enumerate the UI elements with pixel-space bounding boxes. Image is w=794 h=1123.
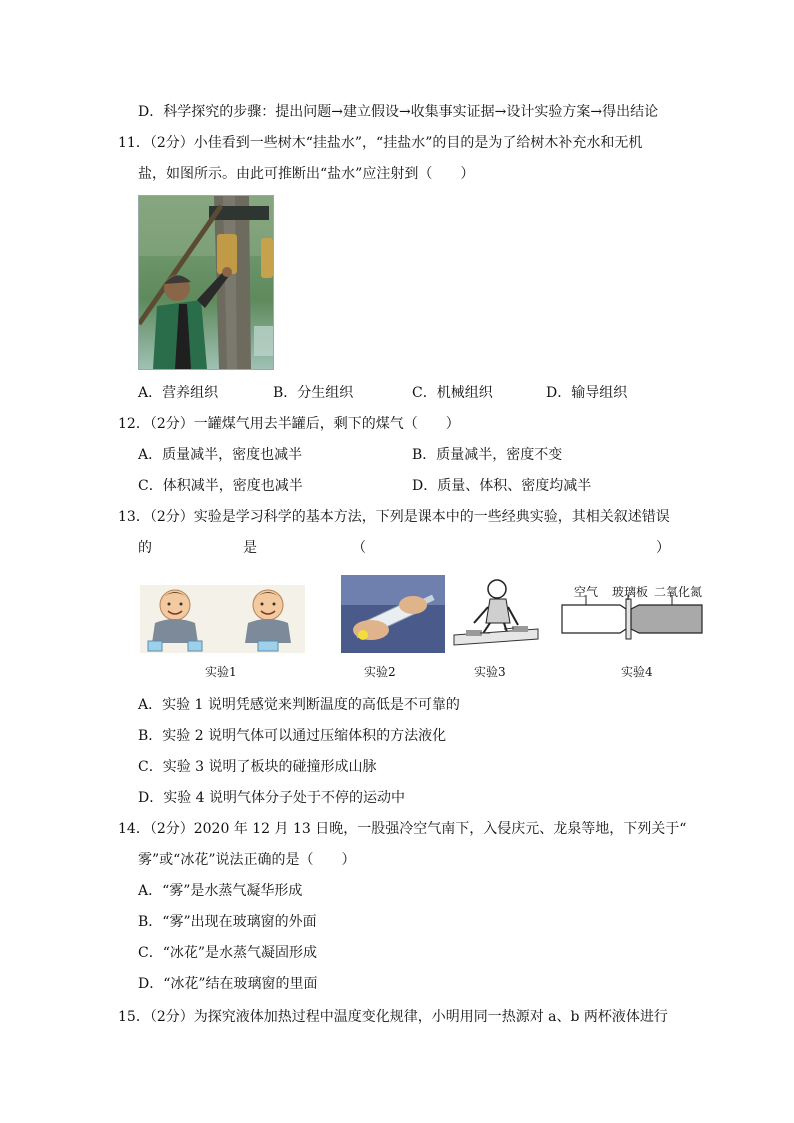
- q13-stem-word1: 的: [138, 540, 152, 556]
- q14-stem-line2: 雾”或“冰花”说法正确的是（ ）: [138, 852, 356, 868]
- q13-option-b: B．实验 2 说明气体可以通过压缩体积的方法液化: [138, 728, 447, 744]
- q15-stem-line1: 15．（2分）为探究液体加热过程中温度变化规律，小明用同一热源对 a、b 两杯液体进行: [118, 1009, 668, 1025]
- q12-stem: 12．（2分）一罐煤气用去半罐后，剩下的煤气（ ）: [118, 416, 460, 432]
- q13-option-c: C．实验 3 说明了板块的碰撞形成山脉: [138, 759, 377, 775]
- q13-stem-word2: 是: [243, 540, 257, 556]
- q12-option-a: A．质量减半，密度也减半: [138, 447, 303, 463]
- q13-option-d: D．实验 4 说明气体分子处于不停的运动中: [138, 790, 406, 806]
- experiment1-figure: [140, 585, 305, 653]
- experiment4-caption: 实验4: [621, 665, 653, 679]
- q12-option-b: B．质量减半，密度不变: [412, 447, 563, 463]
- q14-option-d: D．“冰花”结在玻璃窗的里面: [138, 976, 318, 992]
- q11-option-d: D．输导组织: [546, 385, 628, 401]
- q11-stem-line1: 11．（2分）小佳看到一些树木“挂盐水”，“挂盐水”的目的是为了给树木补充水和无机: [118, 135, 643, 151]
- label-glass-plate: 玻璃板: [612, 585, 649, 599]
- q10-option-d: D．科学探究的步骤：提出问题→建立假设→收集事实证据→设计实验方案→得出结论: [138, 104, 659, 120]
- experiment3-figure: [452, 573, 540, 653]
- label-air: 空气: [574, 585, 599, 599]
- q13-paren-close: ）: [656, 540, 670, 556]
- q12-option-d: D．质量、体积、密度均减半: [412, 478, 592, 494]
- q13-option-a: A．实验 1 说明凭感觉来判断温度的高低是不可靠的: [138, 697, 460, 713]
- q14-option-a: A．“雾”是水蒸气凝华形成: [138, 883, 303, 899]
- q14-option-c: C．“冰花”是水蒸气凝固形成: [138, 945, 318, 961]
- q14-stem-line1: 14．（2分）2020 年 12 月 13 日晚，一股强冷空气南下，入侵庆元、龙泉等地，下列关于“: [118, 821, 687, 837]
- experiment2-figure: [341, 575, 445, 653]
- q11-stem-line2: 盐，如图所示。由此可推断出“盐水”应注射到（ ）: [138, 166, 475, 182]
- experiment2-caption: 实验2: [364, 665, 396, 679]
- q14-option-b: B．“雾”出现在玻璃窗的外面: [138, 914, 317, 930]
- label-nitrogen-dioxide: 二氧化氮: [654, 585, 703, 599]
- tree-drip-photo: [138, 195, 274, 370]
- experiment1-caption: 实验1: [205, 665, 237, 679]
- q11-option-b: B．分生组织: [273, 385, 354, 401]
- experiment4-figure: [560, 585, 705, 645]
- q12-option-c: C．体积减半，密度也减半: [138, 478, 303, 494]
- q13-stem-line1: 13．（2分）实验是学习科学的基本方法，下列是课本中的一些经典实验，其相关叙述错误: [118, 509, 670, 525]
- experiment3-caption: 实验3: [474, 665, 506, 679]
- q11-option-a: A．营养组织: [138, 385, 219, 401]
- q11-option-c: C．机械组织: [412, 385, 493, 401]
- q13-paren-open: （: [352, 540, 366, 556]
